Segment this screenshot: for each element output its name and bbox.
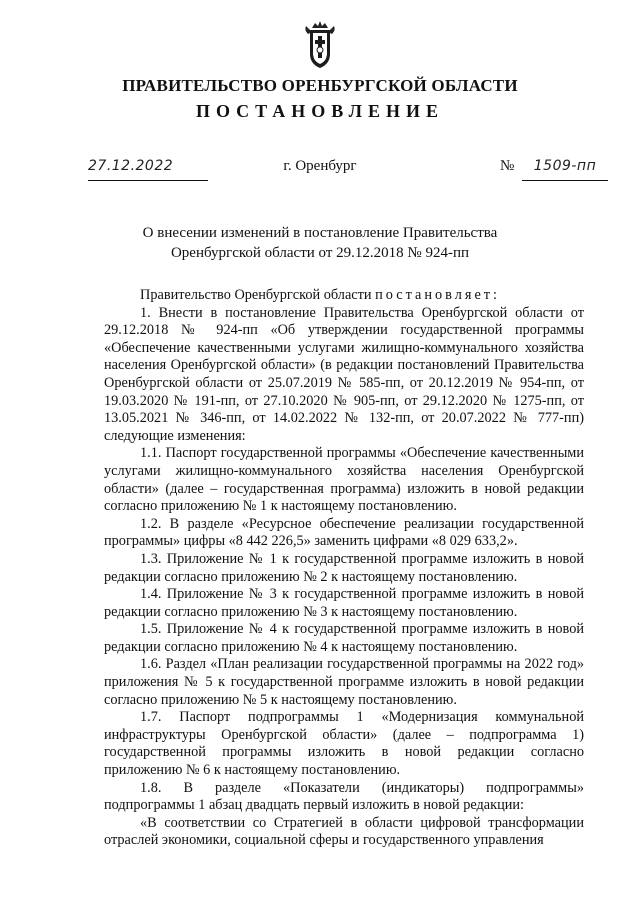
- document-date: 27.12.2022: [88, 158, 208, 181]
- paragraph-1-3: 1.3. Приложение № 1 к государственной программе изложить в новой редакции согласно приложению № 2 к настоящему постановлению.: [104, 550, 584, 585]
- government-name: ПРАВИТЕЛЬСТВО ОРЕНБУРГСКОЙ ОБЛАСТИ: [122, 76, 518, 95]
- subject-line-2: Оренбургской области от 29.12.2018 № 924-пп: [170, 245, 470, 261]
- paragraph-1-7: 1.7. Паспорт подпрограммы 1 «Модернизация коммунальной инфраструктуры Оренбургской области» (далее – подпрограмма 1) государственной программы изложить в новой редакции согласно приложению № 6 к настоящему постановлению.: [104, 709, 584, 779]
- paragraph-1-6: 1.6. Раздел «План реализации государственной программы на 2022 год» приложения № 5 к государственной программе изложить в новой редакции согласно приложению № 5 к настоящему постановлению.: [104, 656, 584, 708]
- intro-lead: Правительство Оренбургской области: [140, 287, 372, 303]
- document-subject: [0, 223, 640, 263]
- paragraph-1-4: 1.4. Приложение № 3 к государственной программе изложить в новой редакции согласно приложению № 3 к настоящему постановлению.: [104, 586, 584, 620]
- number-label: №: [500, 158, 515, 174]
- intro-verb: постановляет:: [375, 287, 501, 303]
- document-body: [104, 287, 584, 850]
- subject-line-1: О внесении изменений в постановление Правительства: [142, 225, 498, 241]
- paragraph-1: 1. Внести в постановление Правительства Оренбургской области от 29.12.2018 № 924-пп «Об утверждении государственной программы «Обеспечение качественными услугами жилищно-коммунального хозяйства населения Оренбургской области» (в редакции постановлений Правительства Оренбургской области от 25.07.2019 № 585-пп, от 20.12.2019 № 954-пп, от 19.03.2020 № 191-пп, от 27.10.2020 № 905-пп, от 29.12.2020 № 1275-пп, от 13.05.2021 № 346-пп, от 14.02.2022 № 132-пп, от 20.07.2022 № 777-пп) следующие изменения:: [104, 304, 584, 444]
- intro-paragraph: [104, 287, 584, 305]
- quoted-paragraph: «В соответствии со Стратегией в области цифровой трансформации отраслей экономики, социальной сферы и государственного управления: [104, 814, 584, 849]
- document-city: г. Оренбург: [283, 158, 357, 174]
- document-number: 1509-пп: [522, 158, 608, 181]
- document-type: ПОСТАНОВЛЕНИЕ: [195, 101, 445, 121]
- paragraph-1-1: 1.1. Паспорт государственной программы «Обеспечение качественными услугами жилищно-коммунального хозяйства населения Оренбургской области» (далее – государственная программа) изложить в новой редакции согласно приложению № 1 к настоящему постановлению.: [104, 445, 584, 515]
- paragraph-1-2: 1.2. В разделе «Ресурсное обеспечение реализации государственной программы» цифры «8 442 226,5» заменить цифрами «8 029 633,2».: [104, 515, 584, 550]
- paragraph-1-5: 1.5. Приложение № 4 к государственной программе изложить в новой редакции согласно приложению № 4 к настоящему постановлению.: [104, 621, 584, 655]
- orenburg-coat-of-arms-icon: [302, 20, 338, 70]
- paragraph-1-8: 1.8. В разделе «Показатели (индикаторы) подпрограммы» подпрограммы 1 абзац двадцать первый изложить в новой редакции:: [104, 779, 584, 814]
